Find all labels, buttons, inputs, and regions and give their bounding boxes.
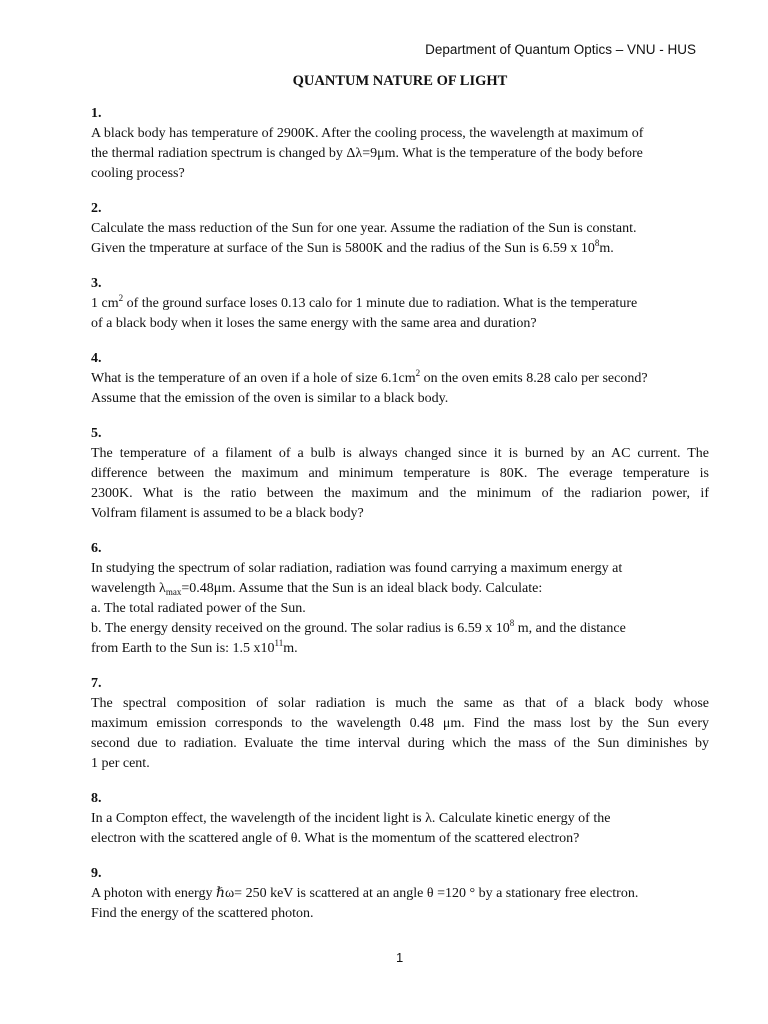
question-text-line: Volfram filament is assumed to be a black body? (91, 506, 364, 521)
document-title: QUANTUM NATURE OF LIGHT (292, 73, 508, 89)
question-4 (91, 349, 709, 409)
superscript: 11 (274, 638, 284, 648)
superscript: 8 (594, 238, 600, 248)
text-segment: on the oven emits 8.28 calo per second? (420, 371, 648, 386)
question-number: 8. (91, 791, 102, 806)
question-text-line: The temperature of a filament of a bulb is always changed since it is burned by an AC current. The (91, 446, 709, 461)
text-segment: wavelength λ (91, 581, 166, 596)
question-text-line: second due to radiation. Evaluate the time interval during which the mass of the Sun diminishes by (91, 736, 709, 751)
question-5 (91, 424, 709, 524)
question-text-line: maximum emission corresponds to the wavelength 0.48 μm. Find the mass lost by the Sun every (91, 716, 709, 731)
question-text-line: A photon with energy ℏω= 250 keV is scattered at an angle θ =120 ° by a stationary free electron. (91, 886, 639, 901)
question-number: 4. (91, 351, 102, 366)
question-number: 1. (91, 106, 102, 121)
subscript: max (165, 587, 182, 597)
question-text-line: Calculate the mass reduction of the Sun for one year. Assume the radiation of the Sun is constant. (91, 221, 637, 236)
question-1 (91, 104, 709, 184)
question-7 (91, 674, 709, 774)
question-text-line: The spectral composition of solar radiation is much the same as that of a black body whose (91, 696, 709, 711)
question-number: 9. (91, 866, 102, 881)
question-text-line: cooling process? (91, 166, 185, 181)
question-number: 3. (91, 276, 102, 291)
question-3 (91, 274, 709, 334)
page-header: Department of Quantum Optics – VNU - HUS (425, 42, 696, 57)
text-segment: m. (283, 641, 298, 656)
question-text-line: 2300K. What is the ratio between the maximum and the minimum of the radiarion power, if (91, 486, 709, 501)
text-segment: m, and the distance (514, 621, 626, 636)
text-segment: b. The energy density received on the ground. The solar radius is 6.59 x 10 (91, 621, 510, 636)
question-text-line (91, 639, 709, 659)
question-text-line (91, 294, 709, 314)
question-text-line: of a black body when it loses the same energy with the same area and duration? (91, 316, 537, 331)
text-segment: of the ground surface loses 0.13 calo for 1 minute due to radiation. What is the temperature (123, 296, 638, 311)
superscript: 2 (118, 293, 124, 303)
question-text-line: electron with the scattered angle of θ. What is the momentum of the scattered electron? (91, 831, 580, 846)
page-number: 1 (396, 950, 404, 965)
question-text-line (91, 369, 709, 389)
text-segment: m. (599, 241, 614, 256)
question-2 (91, 199, 709, 259)
superscript: 2 (415, 368, 421, 378)
question-number: 6. (91, 541, 102, 556)
question-text-line: 1 per cent. (91, 756, 150, 771)
text-segment: What is the temperature of an oven if a hole of size 6.1cm (91, 371, 416, 386)
question-text-line: Assume that the emission of the oven is similar to a black body. (91, 391, 449, 406)
question-6 (91, 539, 709, 659)
question-text-line: the thermal radiation spectrum is changed by Δλ=9μm. What is the temperature of the body before (91, 146, 643, 161)
question-text-line (91, 579, 709, 599)
question-list (91, 104, 709, 939)
question-8 (91, 789, 709, 849)
superscript: 8 (509, 618, 515, 628)
text-segment: from Earth to the Sun is: 1.5 x10 (91, 641, 275, 656)
text-segment: =0.48μm. Assume that the Sun is an ideal black body. Calculate: (181, 581, 543, 596)
question-number: 2. (91, 201, 102, 216)
text-segment: 1 cm (91, 296, 119, 311)
question-text-line: A black body has temperature of 2900K. After the cooling process, the wavelength at maximum of (91, 126, 644, 141)
question-number: 7. (91, 676, 102, 691)
question-text-line: Find the energy of the scattered photon. (91, 906, 314, 921)
question-text-line: a. The total radiated power of the Sun. (91, 601, 306, 616)
question-9 (91, 864, 709, 924)
question-text-line (91, 619, 709, 639)
text-segment: Given the tmperature at surface of the Sun is 5800K and the radius of the Sun is 6.59 x 10 (91, 241, 595, 256)
question-text-line: In studying the spectrum of solar radiation, radiation was found carrying a maximum energy at (91, 561, 623, 576)
question-text-line: In a Compton effect, the wavelength of the incident light is λ. Calculate kinetic energy of the (91, 811, 611, 826)
question-number: 5. (91, 426, 102, 441)
question-text-line: difference between the maximum and minimum temperature is 80K. The everage temperature is (91, 466, 709, 481)
question-text-line (91, 239, 709, 259)
